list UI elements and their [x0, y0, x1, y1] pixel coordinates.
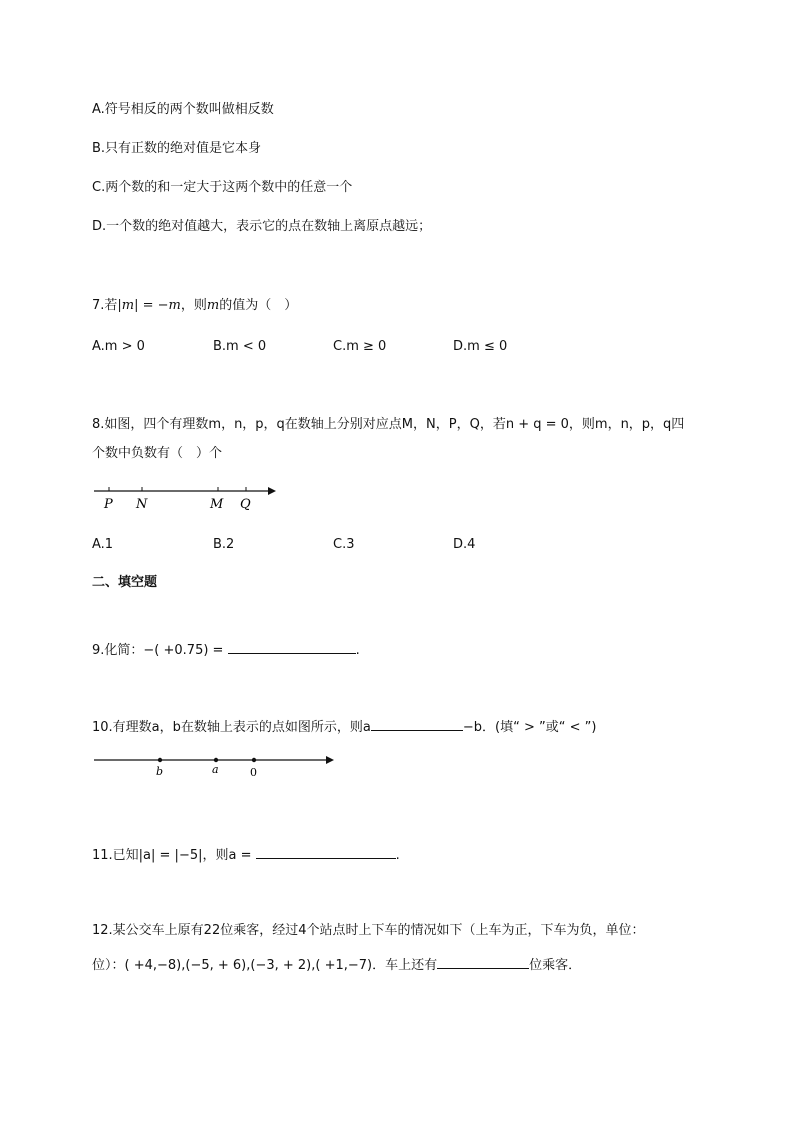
q11-suffix: . [395, 848, 400, 863]
q10-axis-arrow [326, 756, 334, 764]
q8-option-c: C.3 [333, 537, 355, 552]
q8-label-n: N [136, 497, 148, 512]
q11-stem [92, 844, 400, 865]
q10-prefix: 10.有理数a，b在数轴上表示的点如图所示，则a [92, 720, 371, 735]
q12-line2-suffix: 位乘客． [529, 958, 582, 973]
q10-answer-blank[interactable] [371, 716, 463, 731]
q9-stem [92, 639, 360, 660]
q11-answer-blank[interactable] [256, 844, 396, 859]
q7-option-a: A.m > 0 [92, 339, 145, 354]
q10-label-a: a [212, 763, 219, 776]
q7-stem-math: |m| = −m [117, 298, 181, 313]
q8-label-m: M [210, 497, 224, 512]
q8-label-p: P [104, 497, 113, 512]
q8-axis-arrow [268, 487, 276, 495]
q7-option-c: C.m ≥ 0 [333, 339, 387, 354]
q7-option-b: B.m < 0 [213, 339, 267, 354]
q6-option-c: C.两个数的和一定大于这两个数中的任意一个 [92, 180, 353, 195]
q9-suffix: . [355, 643, 360, 658]
q6-option-a: A.符号相反的两个数叫做相反数 [92, 102, 274, 117]
q10-label-0: 0 [250, 766, 257, 779]
section-fill-in-title: 二、填空题 [92, 575, 158, 590]
q7-stem-tail: 的值为（ ） [219, 298, 298, 313]
q10-point-b [158, 758, 162, 762]
q12-stem-line2 [92, 954, 581, 975]
q7-stem-suffix: ，则 [180, 298, 207, 313]
q7-option-d: D.m ≤ 0 [453, 339, 508, 354]
q10-stem [92, 716, 596, 737]
q8-option-a: A.1 [92, 537, 114, 552]
q11-prefix: 11.已知|a| = |−5|，则a = [92, 848, 252, 863]
q9-prefix: 9.化简：−( +0.75) = [92, 643, 224, 658]
q10-suffix: −b．(填“ > ”或“ < ”) [462, 720, 597, 735]
q8-option-d: D.4 [453, 537, 476, 552]
q8-stem-line2: 个数中负数有（ ）个 [92, 446, 223, 461]
q10-number-line [92, 752, 342, 782]
q9-answer-blank[interactable] [228, 639, 356, 654]
q7-stem-prefix: 7.若 [92, 298, 118, 313]
q10-point-a [214, 758, 218, 762]
q6-option-d: D.一个数的绝对值越大，表示它的点在数轴上离原点越远； [92, 219, 432, 234]
q8-number-line [92, 483, 292, 515]
q12-stem-line1: 12.某公交车上原有22位乘客，经过4个站点时上下车的情况如下（上车为正，下车为负，单位： [92, 923, 645, 938]
q12-answer-blank[interactable] [437, 954, 529, 969]
q8-label-q: Q [240, 497, 251, 512]
q8-option-b: B.2 [213, 537, 235, 552]
q12-line2-prefix: 位）：( +4,−8),(−5, + 6),(−3, + 2),( +1,−7)．车上还有 [92, 958, 438, 973]
q10-point-0 [252, 758, 256, 762]
q7-stem [92, 297, 297, 315]
q8-stem-line1: 8.如图，四个有理数m，n，p，q在数轴上分别对应点M，N，P，Q，若n + q = 0，则m，n，p，q四 [92, 417, 685, 432]
q6-option-b: B.只有正数的绝对值是它本身 [92, 141, 262, 156]
q10-label-b: b [156, 765, 164, 778]
q7-stem-var: m [206, 298, 220, 313]
